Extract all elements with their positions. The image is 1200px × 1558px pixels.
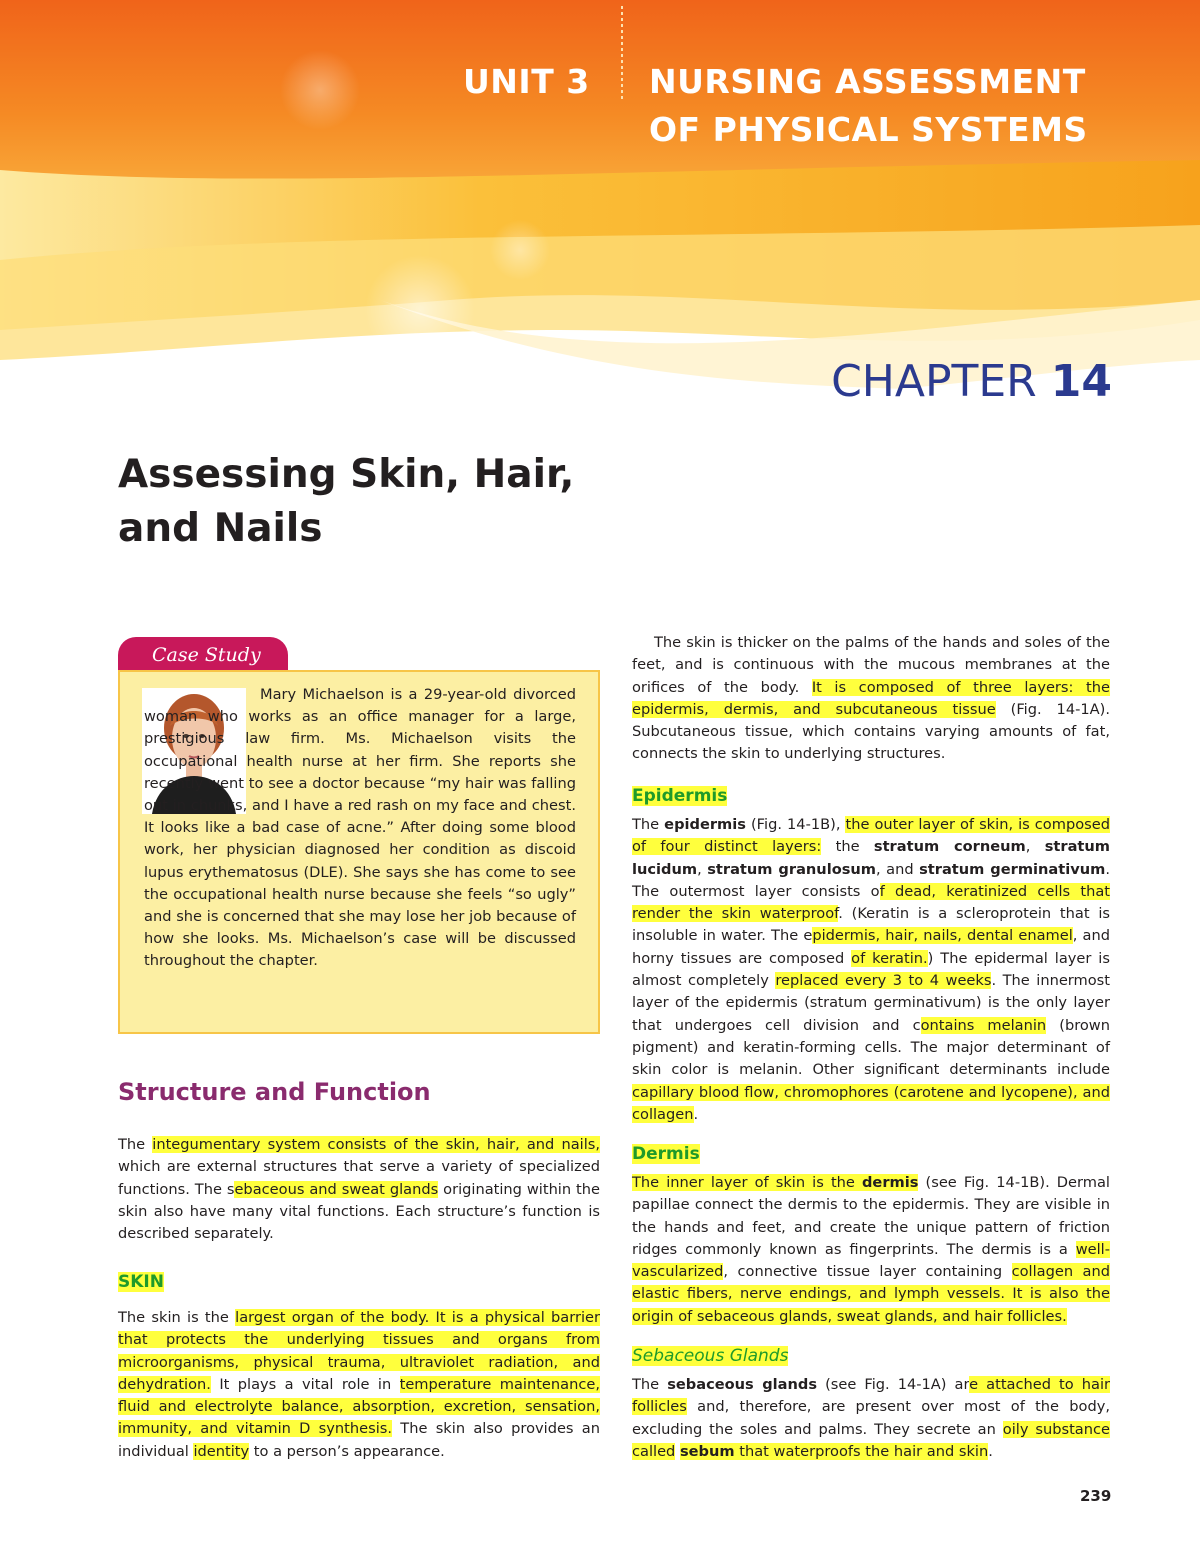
text-run: The [118,1136,153,1153]
dermis-heading [632,1144,700,1164]
term: stratum granulosum [707,860,877,878]
text-run: (Fig. 14-1A). Subcutaneous tissue, which contains varying amounts of fat, connects the skin to underlying structures. [632,700,1110,763]
text-run: It plays a vital role in [210,1375,400,1393]
epidermis-paragraph [632,814,1110,1126]
sebaceous-paragraph [632,1374,1110,1463]
text-run: The [632,1376,668,1393]
term: sebaceous glands [667,1376,818,1393]
highlighted-text: well-vascularized [632,1240,1110,1281]
text-run: . The outermost layer consists o [632,860,1110,900]
unit-title-line2: OF PHYSICAL SYSTEMS [649,110,1088,149]
highlighted-text: of keratin. [851,949,928,967]
highlighted-text: pidermis, hair, nails, dental enamel [812,927,1073,945]
text-run: , and horny tissues are composed [632,927,1111,967]
dermis-paragraph [632,1172,1110,1328]
text-run: , and [876,860,920,878]
chapter-title [118,448,678,556]
term: stratum germinativum [919,860,1106,878]
text-run: ) The epidermal layer is almost completely [632,949,1110,990]
highlighted-text: replaced every 3 to 4 weeks [775,972,992,990]
text-run: , [697,860,708,878]
text-run: The skin is the [118,1309,236,1326]
text-run: and, therefore, are present over most of the body, excluding the soles and palms. They secrete an [632,1398,1110,1438]
epidermis-heading-text: Epidermis [632,786,728,806]
text-run: which are external structures that serve a variety of specialized functions. The s [118,1158,600,1198]
page-number: 239 [1080,1487,1112,1505]
text-run: The skin also provides an individual [118,1420,600,1460]
highlighted-text: the outer layer of skin, is composed of four distinct layers: [632,816,1110,856]
highlighted-text: e attached to hair follicles [632,1376,1110,1416]
text-run: . (Keratin is a scleroprotein that is insoluble in water. The e [632,905,1110,945]
text-run: . [693,1105,699,1123]
highlighted-text: capillary blood flow, chromophores (carotene and lycopene), and collagen [632,1083,1110,1123]
highlighted-text: f dead, keratinized cells that render the skin waterproof [632,882,1110,923]
case-study-tab: Case Study [118,637,288,672]
highlighted-text: ebaceous and sweat glands [234,1180,439,1198]
text-run: . The innermost layer of the epidermis (stratum germinativum) is the only layer that undergoes cell division and c [632,972,1111,1034]
section-heading: Structure and Function [118,1078,431,1106]
highlighted-text: ontains melanin [920,1016,1047,1034]
highlighted-text: temperature maintenance, fluid and electrolyte balance, absorption, excretion, sensation, immunity, and vitamin D synthesis. [118,1375,600,1438]
chapter-label [831,356,1112,407]
term: dermis [861,1174,919,1191]
chapter-title-line2: and Nails [118,506,323,551]
highlighted-text: collagen and elastic fibers, nerve endings, and lymph vessels. It is also the origin of sebaceous glands, sweat glands, and hair follicles. [632,1263,1110,1325]
highlighted-text: oily substance called [632,1420,1111,1460]
text-run: originating within the skin also have many vital functions. Each structure’s function is described separately. [118,1180,600,1243]
chapter-number: 14 [1050,356,1112,407]
epidermis-heading [632,786,727,806]
sebaceous-heading-text: Sebaceous Glands [632,1346,789,1366]
skin-heading [118,1272,164,1292]
text-run: (see Fig. 14-1B). Dermal papillae connect the dermis to the epidermis. They are visible in the hands and feet, and create the unique pattern of friction ridges commonly known as fingerprints. The dermis is a [632,1174,1110,1258]
skin-heading-text: SKIN [118,1272,164,1292]
sebaceous-heading [632,1346,788,1366]
dermis-heading-text: Dermis [632,1144,700,1164]
text-run: the [821,838,874,856]
chapter-title-line1: Assessing Skin, Hair, [118,452,575,497]
term: stratum lucidum [632,838,1110,878]
skin-paragraph-2 [632,632,1110,766]
highlighted-text: largest organ of the body. It is a physical barrier that protects the underlying tissues and organs from microorganisms, physical trauma, ultraviolet radiation, and dehydration. [118,1309,600,1393]
highlighted-text: identity [193,1442,250,1460]
text-run: (Fig. 14-1B), [745,816,846,833]
unit-heading [463,58,1123,149]
term: stratum corneum [873,838,1026,856]
unit-title-line1: NURSING ASSESSMENT [649,62,1086,101]
skin-paragraph-1 [118,1307,600,1463]
highlighted-text: It is composed of three layers: the epidermis, dermis, and subcutaneous tissue [632,678,1110,718]
text-run: (brown pigment) and keratin-forming cells. The major determinant of skin color is melanin. Other significant determinants include [632,1016,1110,1079]
text-run: , connective tissue layer containing [723,1263,1012,1281]
term: epidermis [664,816,746,833]
text-run: , [1025,838,1045,856]
term: sebum [679,1442,735,1460]
highlighted-text: integumentary system consists of the skin, hair, and nails, [152,1136,600,1153]
chapter-word: CHAPTER [831,356,1037,407]
case-study-text: Mary Michaelson is a 29-year-old divorced woman who works as an office manager for a large, prestigious law firm. Ms. Michaelson visits the occupational health nurse at her firm. She reports she recently went to see a doctor because “my hair was falling out in chunks, and I have a red rash on my face and chest. It looks like a bad case of acne.” After doing some blood work, her physician diagnosed her condition as discoid lupus erythematosus (DLE). She says she has come to see the occupational health nurse because she feels “so ugly” and she is concerned that she may lose her job because of how she looks. Ms. Michaelson’s case will be discussed throughout the chapter. [144,686,576,970]
unit-label: UNIT 3 [463,62,590,101]
text-run: (see Fig. 14-1A) ar [817,1376,970,1393]
text-run: to a person’s appearance. [249,1442,445,1460]
highlighted-text: The inner layer of skin is the [632,1174,862,1191]
text-run: The skin is thicker on the palms of the hands and soles of the feet, and is continuous with the mucous membranes at the orifices of the body. [632,634,1110,696]
text-run: The [632,816,665,833]
intro-paragraph [118,1134,600,1245]
highlighted-text: that waterproofs the hair and skin [734,1442,989,1460]
text-run: . [988,1442,993,1460]
